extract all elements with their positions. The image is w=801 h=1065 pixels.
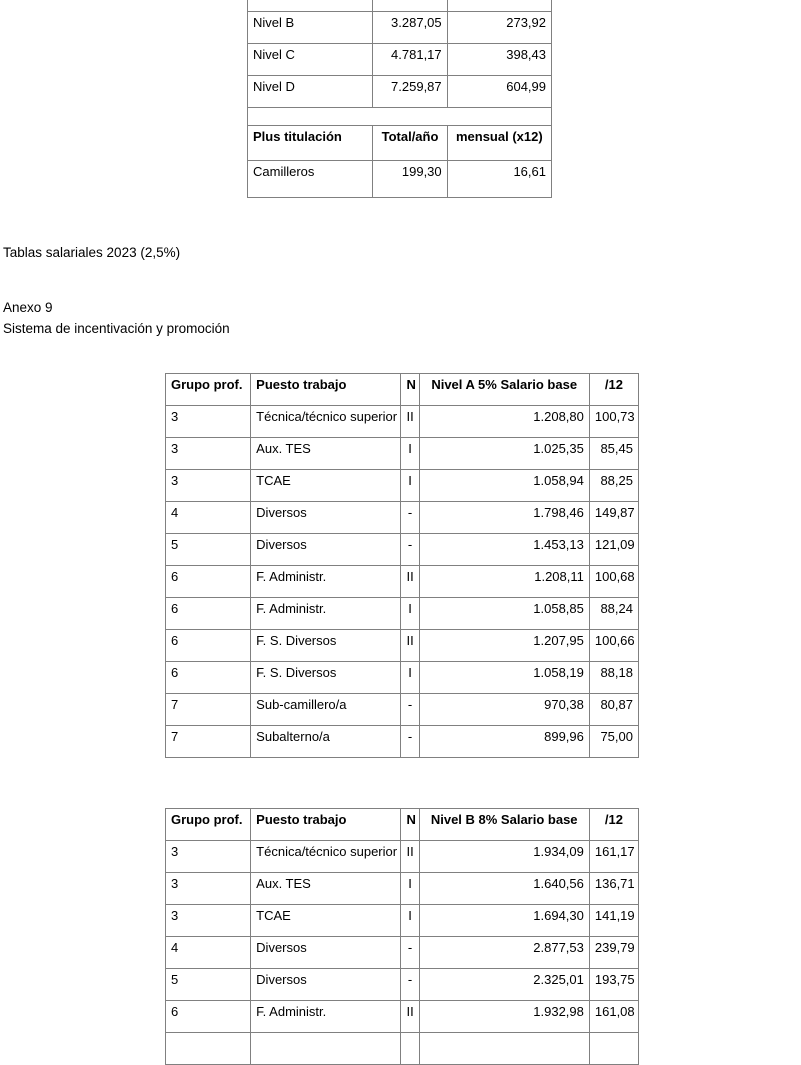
table-cell: 6 bbox=[166, 598, 251, 630]
table-cell: 88,24 bbox=[589, 598, 638, 630]
empty-cell bbox=[373, 0, 447, 12]
table-row bbox=[166, 969, 639, 1001]
table-row bbox=[166, 534, 639, 566]
table-row bbox=[248, 44, 552, 76]
column-header: Puesto trabajo bbox=[251, 809, 401, 841]
table-cell: II bbox=[401, 1001, 419, 1033]
column-header: Grupo prof. bbox=[166, 809, 251, 841]
table-row bbox=[248, 161, 552, 198]
table-cell: 3 bbox=[166, 841, 251, 873]
empty-cell bbox=[248, 108, 552, 126]
table-row bbox=[248, 12, 552, 44]
table-row bbox=[166, 1001, 639, 1033]
table-cell: 6 bbox=[166, 662, 251, 694]
empty-cell bbox=[589, 1033, 638, 1065]
table-cell: F. Administr. bbox=[251, 566, 401, 598]
table-cell: 3 bbox=[166, 905, 251, 937]
table-cell: 161,17 bbox=[589, 841, 638, 873]
table-cell: 199,30 bbox=[373, 161, 447, 198]
table-cell: 16,61 bbox=[447, 161, 551, 198]
table-cell: 6 bbox=[166, 1001, 251, 1033]
table-cell: 239,79 bbox=[589, 937, 638, 969]
column-header: Plus titulación bbox=[248, 126, 373, 161]
table-cell: Nivel D bbox=[248, 76, 373, 108]
table-cell: - bbox=[401, 969, 419, 1001]
table-cell: Aux. TES bbox=[251, 438, 401, 470]
table-row bbox=[166, 873, 639, 905]
table-cell: 1.208,11 bbox=[419, 566, 589, 598]
table-cell: Sub-camillero/a bbox=[251, 694, 401, 726]
table-cell: I bbox=[401, 905, 419, 937]
empty-cell bbox=[166, 1033, 251, 1065]
table-cell: 193,75 bbox=[589, 969, 638, 1001]
table-cell: 398,43 bbox=[447, 44, 551, 76]
column-header: Nivel B 8% Salario base bbox=[419, 809, 589, 841]
table-cell: 1.798,46 bbox=[419, 502, 589, 534]
table-cell: I bbox=[401, 470, 419, 502]
table-cell: F. S. Diversos bbox=[251, 662, 401, 694]
spacer-row bbox=[248, 108, 552, 126]
column-header: mensual (x12) bbox=[447, 126, 551, 161]
table-cell: 5 bbox=[166, 534, 251, 566]
table-cell: - bbox=[401, 694, 419, 726]
table-cell: 970,38 bbox=[419, 694, 589, 726]
table-row bbox=[166, 726, 639, 758]
partial-row bbox=[166, 1033, 639, 1065]
table-cell: 1.058,19 bbox=[419, 662, 589, 694]
table-cell: TCAE bbox=[251, 905, 401, 937]
table-cell: 273,92 bbox=[447, 12, 551, 44]
table-cell: TCAE bbox=[251, 470, 401, 502]
table-cell: I bbox=[401, 873, 419, 905]
empty-cell bbox=[248, 0, 373, 12]
table-cell: 2.877,53 bbox=[419, 937, 589, 969]
table-cell: Subalterno/a bbox=[251, 726, 401, 758]
table-row bbox=[166, 598, 639, 630]
empty-cell bbox=[401, 1033, 419, 1065]
table-cell: I bbox=[401, 662, 419, 694]
table-cell: 4 bbox=[166, 502, 251, 534]
table-cell: 3 bbox=[166, 873, 251, 905]
empty-cell bbox=[251, 1033, 401, 1065]
column-header: Grupo prof. bbox=[166, 374, 251, 406]
table-cell: Diversos bbox=[251, 502, 401, 534]
table-cell: F. Administr. bbox=[251, 598, 401, 630]
table-row bbox=[248, 76, 552, 108]
column-header: N bbox=[401, 809, 419, 841]
table-cell: 80,87 bbox=[589, 694, 638, 726]
table-cell: 1.025,35 bbox=[419, 438, 589, 470]
table-cell: Aux. TES bbox=[251, 873, 401, 905]
table-cell: 2.325,01 bbox=[419, 969, 589, 1001]
table-cell: II bbox=[401, 841, 419, 873]
table-cell: 1.694,30 bbox=[419, 905, 589, 937]
table-cell: 1.934,09 bbox=[419, 841, 589, 873]
table-cell: 100,68 bbox=[589, 566, 638, 598]
table-cell: 604,99 bbox=[447, 76, 551, 108]
column-header: Nivel A 5% Salario base bbox=[419, 374, 589, 406]
table-row bbox=[166, 662, 639, 694]
table-cell: 161,08 bbox=[589, 1001, 638, 1033]
table-cell: 4 bbox=[166, 937, 251, 969]
table-cell: 7 bbox=[166, 726, 251, 758]
table-cell: 88,25 bbox=[589, 470, 638, 502]
plus-header-row bbox=[248, 126, 552, 161]
table-cell: Diversos bbox=[251, 534, 401, 566]
table-cell: Nivel B bbox=[248, 12, 373, 44]
table-cell: II bbox=[401, 406, 419, 438]
table-cell: 1.640,56 bbox=[419, 873, 589, 905]
column-header: N bbox=[401, 374, 419, 406]
table-cell: 7.259,87 bbox=[373, 76, 447, 108]
plus-header-body bbox=[248, 108, 552, 161]
table-cell: 1.208,80 bbox=[419, 406, 589, 438]
table-cell: Nivel C bbox=[248, 44, 373, 76]
table-cell: 4.781,17 bbox=[373, 44, 447, 76]
table-cell: 100,66 bbox=[589, 630, 638, 662]
table-row bbox=[166, 566, 639, 598]
table-cell: 3 bbox=[166, 406, 251, 438]
table-row bbox=[166, 937, 639, 969]
cutoff-row-body bbox=[248, 0, 552, 12]
table-cell: - bbox=[401, 534, 419, 566]
table-cell: 1.058,94 bbox=[419, 470, 589, 502]
table-cell: 3 bbox=[166, 438, 251, 470]
table-cell: 88,18 bbox=[589, 662, 638, 694]
table-cell: Diversos bbox=[251, 937, 401, 969]
table-cell: 100,73 bbox=[589, 406, 638, 438]
table-row bbox=[166, 470, 639, 502]
nivel-b-table bbox=[165, 808, 639, 1065]
table-row bbox=[166, 905, 639, 937]
table-row bbox=[166, 841, 639, 873]
plus-titulacion-table bbox=[247, 0, 552, 198]
nivel-a-table bbox=[165, 373, 639, 758]
empty-cell bbox=[419, 1033, 589, 1065]
table-cell: 141,19 bbox=[589, 905, 638, 937]
table-cell: 6 bbox=[166, 566, 251, 598]
table-cell: 75,00 bbox=[589, 726, 638, 758]
plus-rows-body bbox=[248, 161, 552, 198]
table-cell: 1.207,95 bbox=[419, 630, 589, 662]
table-cell: 1.453,13 bbox=[419, 534, 589, 566]
column-header: /12 bbox=[589, 809, 638, 841]
nivel-rows-body bbox=[248, 12, 552, 108]
table-cell: II bbox=[401, 630, 419, 662]
table-cell: - bbox=[401, 937, 419, 969]
table-row bbox=[166, 438, 639, 470]
table-cell: 85,45 bbox=[589, 438, 638, 470]
sistema-heading: Sistema de incentivación y promoción bbox=[3, 321, 230, 336]
table-cell: I bbox=[401, 598, 419, 630]
table-row bbox=[166, 502, 639, 534]
nivel-a-rows-body bbox=[166, 406, 639, 758]
table-cell: Técnica/técnico superior bbox=[251, 406, 401, 438]
table-cell: 121,09 bbox=[589, 534, 638, 566]
nivel-b-rows-body bbox=[166, 841, 639, 1033]
table-cell: F. Administr. bbox=[251, 1001, 401, 1033]
anexo-heading: Anexo 9 bbox=[3, 300, 53, 315]
table-cell: Camilleros bbox=[248, 161, 373, 198]
table-cell: - bbox=[401, 502, 419, 534]
column-header: Total/año bbox=[373, 126, 447, 161]
table-cell: 7 bbox=[166, 694, 251, 726]
header-row bbox=[166, 809, 639, 841]
tablas-salariales-title: Tablas salariales 2023 (2,5%) bbox=[3, 245, 181, 260]
table-cell: F. S. Diversos bbox=[251, 630, 401, 662]
table-cell: 899,96 bbox=[419, 726, 589, 758]
table-cell: 3.287,05 bbox=[373, 12, 447, 44]
table-cell: Diversos bbox=[251, 969, 401, 1001]
table-cell: 5 bbox=[166, 969, 251, 1001]
table-row bbox=[166, 694, 639, 726]
table-cell: 149,87 bbox=[589, 502, 638, 534]
column-header: /12 bbox=[589, 374, 638, 406]
table-cell: 3 bbox=[166, 470, 251, 502]
table-cell: 1.932,98 bbox=[419, 1001, 589, 1033]
table-cell: 136,71 bbox=[589, 873, 638, 905]
header-row bbox=[166, 374, 639, 406]
cutoff-row-body bbox=[166, 1033, 639, 1065]
column-header: Puesto trabajo bbox=[251, 374, 401, 406]
empty-cell bbox=[447, 0, 551, 12]
table-cell: - bbox=[401, 726, 419, 758]
table-cell: II bbox=[401, 566, 419, 598]
partial-row bbox=[248, 0, 552, 12]
table-row bbox=[166, 630, 639, 662]
table-row bbox=[166, 406, 639, 438]
table-cell: 1.058,85 bbox=[419, 598, 589, 630]
table-cell: 6 bbox=[166, 630, 251, 662]
table-cell: I bbox=[401, 438, 419, 470]
table-cell: Técnica/técnico superior bbox=[251, 841, 401, 873]
